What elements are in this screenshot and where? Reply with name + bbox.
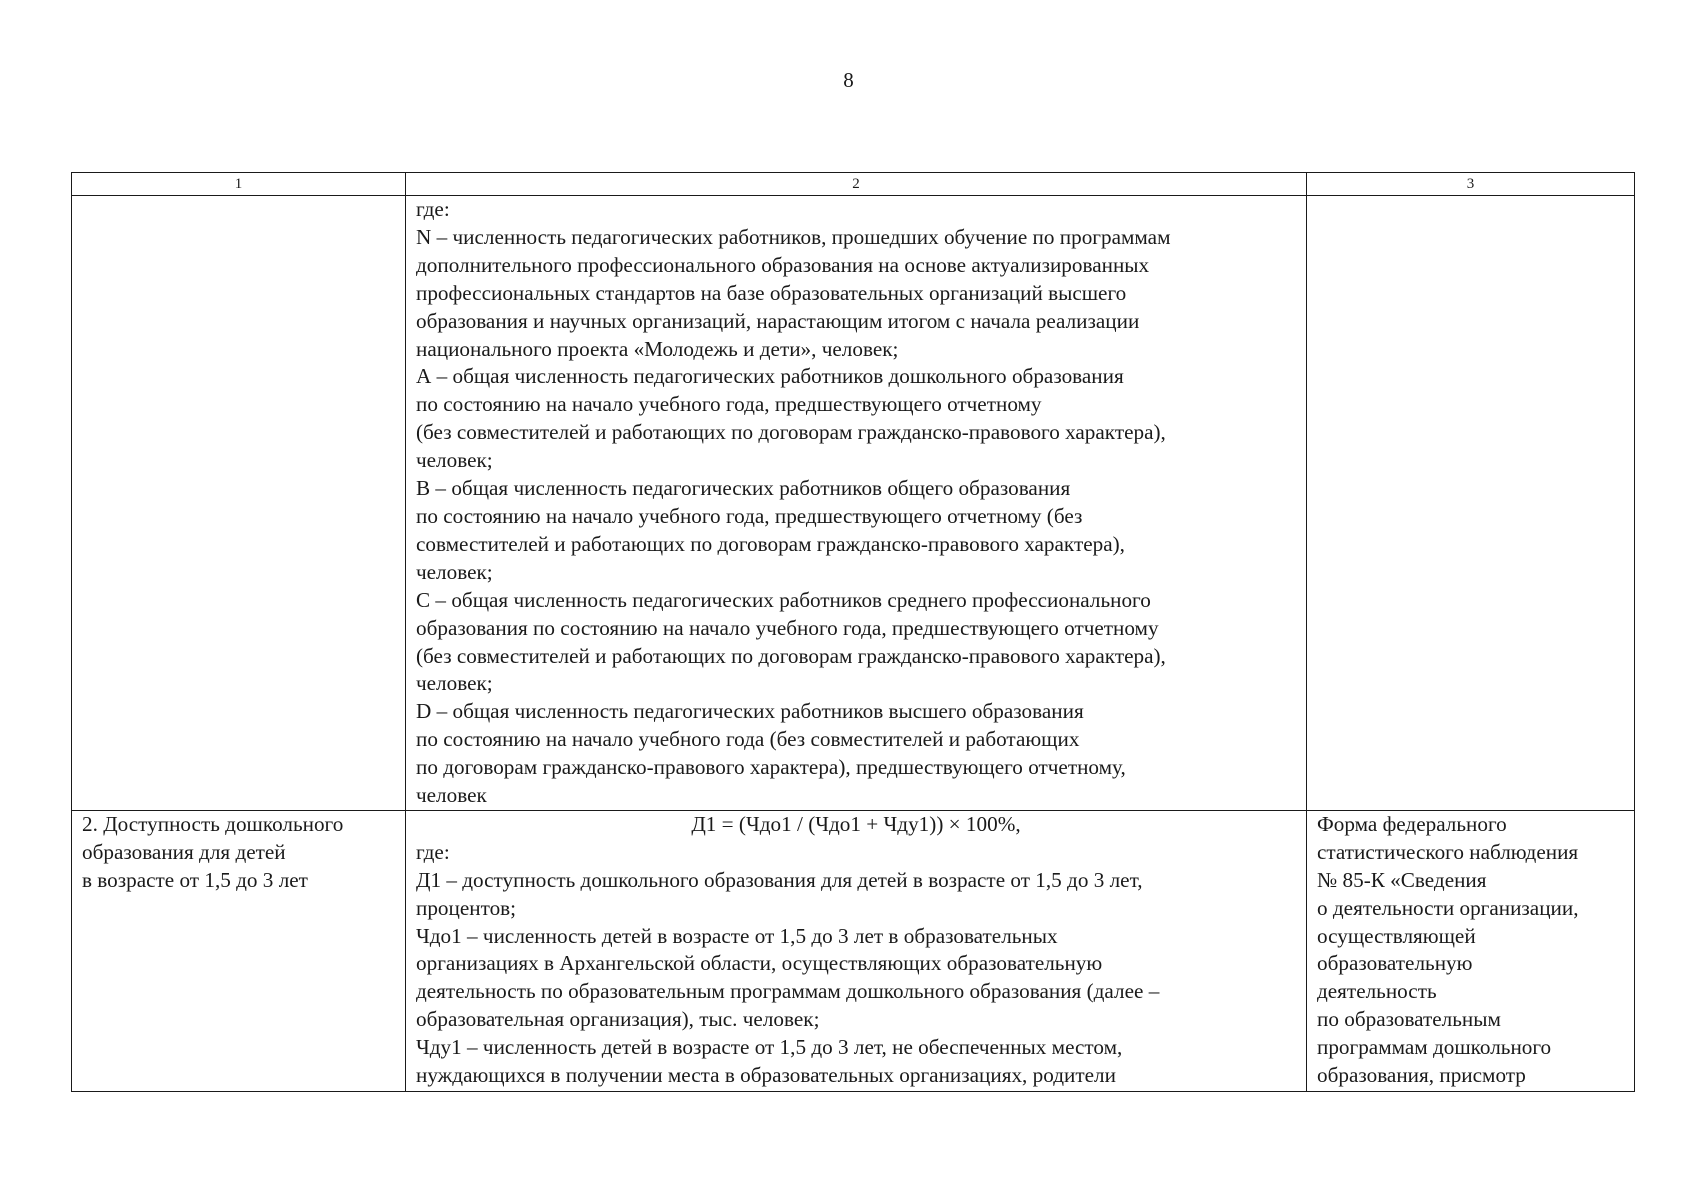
row2-method-cell bbox=[406, 810, 1307, 1091]
text-line: (без совместителей и работающих по договорам гражданско-правового характера), bbox=[416, 643, 1166, 668]
text-line: А – общая численность педагогических работников дошкольного образования bbox=[416, 364, 1124, 389]
indicator-name-line: 2. Доступность дошкольного bbox=[82, 811, 344, 836]
text-line: человек; bbox=[416, 671, 493, 696]
row1-indicator-cell bbox=[72, 196, 406, 811]
source-line: по образовательным bbox=[1317, 1007, 1501, 1032]
text-line: совместителей и работающих по договорам гражданско-правового характера), bbox=[416, 531, 1125, 556]
text-line: человек; bbox=[416, 448, 493, 473]
text-line: процентов; bbox=[416, 895, 517, 920]
text-line: где: bbox=[416, 197, 450, 221]
header-cell-3: 3 bbox=[1307, 173, 1635, 196]
text-line: образования и научных организаций, нарастающим итогом с начала реализации bbox=[416, 308, 1140, 333]
text-line: профессиональных стандартов на базе образовательных организаций высшего bbox=[416, 280, 1127, 305]
text-line: деятельность по образовательным программам дошкольного образования (далее – bbox=[416, 979, 1160, 1004]
text-line: по состоянию на начало учебного года (без совместителей и работающих bbox=[416, 727, 1080, 752]
source-line: статистического наблюдения bbox=[1317, 839, 1579, 864]
source-line: образовательную bbox=[1317, 951, 1473, 976]
text-line: Чдо1 – численность детей в возрасте от 1,5 до 3 лет в образовательных bbox=[416, 923, 1058, 948]
row2-indicator-cell bbox=[72, 810, 406, 1091]
indicator-name-line: в возрасте от 1,5 до 3 лет bbox=[82, 867, 308, 892]
source-line: осуществляющей bbox=[1317, 923, 1476, 948]
table-row bbox=[72, 196, 1635, 811]
source-line: программам дошкольного bbox=[1317, 1035, 1552, 1060]
source-line: о деятельности организации, bbox=[1317, 895, 1579, 920]
source-line: деятельность bbox=[1317, 979, 1437, 1004]
source-line: № 85-К «Сведения bbox=[1317, 867, 1487, 892]
text-line: образовательная организация), тыс. человек; bbox=[416, 1007, 820, 1032]
page-number: 8 bbox=[843, 68, 854, 92]
row2-source-cell bbox=[1307, 810, 1635, 1091]
text-line: дополнительного профессионального образования на основе актуализированных bbox=[416, 252, 1150, 277]
text-line: по состоянию на начало учебного года, предшествующего отчетному (без bbox=[416, 503, 1083, 528]
text-line: С – общая численность педагогических работников среднего профессионального bbox=[416, 587, 1151, 612]
table-header-row bbox=[72, 173, 1635, 196]
text-line: по договорам гражданско-правового характера), предшествующего отчетному, bbox=[416, 755, 1126, 780]
text-line: D – общая численность педагогических работников высшего образования bbox=[416, 699, 1084, 724]
text-line: образования по состоянию на начало учебного года, предшествующего отчетному bbox=[416, 615, 1159, 640]
row1-source-cell bbox=[1307, 196, 1635, 811]
row1-method-cell bbox=[406, 196, 1307, 811]
text-line: организациях в Архангельской области, осуществляющих образовательную bbox=[416, 951, 1103, 976]
text-line: Чду1 – численность детей в возрасте от 1,5 до 3 лет, не обеспеченных местом, bbox=[416, 1035, 1123, 1060]
text-line: (без совместителей и работающих по договорам гражданско-правового характера), bbox=[416, 420, 1166, 445]
text-line: Д1 – доступность дошкольного образования для детей в возрасте от 1,5 до 3 лет, bbox=[416, 867, 1143, 892]
row2-formula: Д1 = (Чдо1 / (Чдо1 + Чду1)) × 100%, bbox=[691, 811, 1021, 836]
text-line: В – общая численность педагогических работников общего образования bbox=[416, 476, 1071, 501]
header-cell-2: 2 bbox=[406, 173, 1307, 196]
text-line: N – численность педагогических работников, прошедших обучение по программам bbox=[416, 224, 1171, 249]
text-line: человек; bbox=[416, 559, 493, 584]
text-line: человек bbox=[416, 783, 487, 808]
text-line: нуждающихся в получении места в образовательных организациях, родители bbox=[416, 1063, 1116, 1088]
source-line: образования, присмотр bbox=[1317, 1063, 1526, 1088]
text-line: где: bbox=[416, 839, 450, 864]
table-row bbox=[72, 810, 1635, 1091]
indicator-table bbox=[71, 172, 1635, 1092]
source-line: Форма федерального bbox=[1317, 811, 1507, 836]
text-line: по состоянию на начало учебного года, предшествующего отчетному bbox=[416, 392, 1042, 417]
indicator-name-line: образования для детей bbox=[82, 839, 286, 864]
text-line: национального проекта «Молодежь и дети», человек; bbox=[416, 336, 899, 361]
header-cell-1: 1 bbox=[72, 173, 406, 196]
